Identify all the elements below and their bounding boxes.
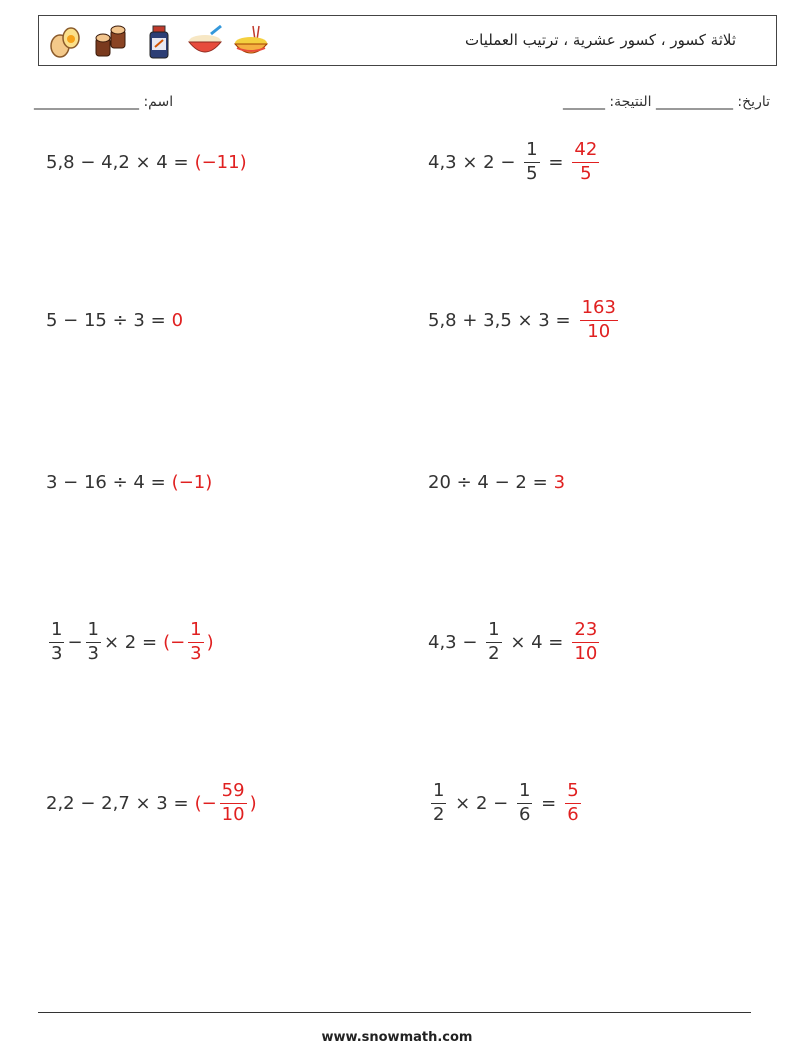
answer: (−1) bbox=[171, 471, 213, 493]
denominator: 5 bbox=[580, 162, 592, 184]
expression-text: = bbox=[542, 151, 564, 173]
numerator: 23 bbox=[572, 621, 599, 643]
problem-1 bbox=[46, 142, 247, 182]
noodle-bowl-icon bbox=[231, 24, 271, 60]
date-result-label: ______ :تاريخ: ___________ النتيجة bbox=[562, 94, 770, 110]
problem-10 bbox=[428, 779, 584, 825]
denominator: 3 bbox=[87, 642, 99, 664]
answer-suffix: ) bbox=[206, 631, 214, 653]
answer-fraction bbox=[188, 618, 203, 664]
problem-expression bbox=[428, 310, 571, 331]
denominator: 10 bbox=[587, 320, 611, 342]
numerator: 1 bbox=[517, 782, 532, 804]
numerator: 1 bbox=[86, 621, 101, 643]
answer bbox=[194, 779, 257, 825]
numerator: 1 bbox=[431, 782, 446, 804]
denominator: 6 bbox=[518, 803, 531, 825]
problem-4 bbox=[428, 296, 621, 342]
problem-expression bbox=[46, 310, 166, 331]
expression-text: × 2 = bbox=[104, 631, 158, 653]
answer-fraction bbox=[580, 296, 618, 342]
problem-2 bbox=[428, 138, 602, 184]
problem-expression bbox=[46, 618, 158, 664]
denominator: 2 bbox=[488, 642, 500, 664]
denominator: 10 bbox=[574, 642, 598, 664]
denominator: 5 bbox=[526, 162, 538, 184]
problem-8 bbox=[428, 618, 602, 664]
answer-fraction bbox=[572, 138, 599, 184]
problem-expression bbox=[46, 152, 189, 173]
expression-text: − bbox=[67, 631, 83, 653]
worksheet-title: ثلاثة كسور ، كسور عشرية ، ترتيب العمليات bbox=[465, 31, 736, 49]
eggs-icon bbox=[47, 24, 83, 60]
problem-9 bbox=[46, 779, 257, 825]
footer-website[interactable]: www.snowmath.com bbox=[321, 1030, 473, 1045]
expression-text: 4,3 − bbox=[428, 631, 484, 653]
expression-text: 5,8 + 3,5 × 3 = bbox=[428, 309, 571, 331]
numerator: 163 bbox=[580, 299, 618, 321]
problem-7 bbox=[46, 618, 214, 664]
answer-fraction bbox=[220, 779, 247, 825]
answer bbox=[562, 779, 583, 825]
answer: 3 bbox=[553, 471, 566, 493]
salad-bowl-icon bbox=[185, 24, 225, 60]
denominator: 6 bbox=[567, 803, 579, 825]
answer-fraction bbox=[565, 779, 580, 825]
denominator: 2 bbox=[433, 803, 445, 825]
expression-fraction bbox=[49, 618, 64, 664]
problem-expression bbox=[428, 138, 564, 184]
footer-divider bbox=[38, 1012, 751, 1013]
name-field-label: اسم: _______________ bbox=[34, 94, 174, 110]
numerator: 1 bbox=[49, 621, 64, 643]
problem-expression bbox=[428, 618, 564, 664]
answer-fraction bbox=[572, 618, 599, 664]
worksheet-header bbox=[38, 15, 777, 66]
numerator: 42 bbox=[572, 141, 599, 163]
expression-fraction bbox=[486, 618, 501, 664]
expression-text: 20 ÷ 4 − 2 = bbox=[428, 471, 548, 493]
numerator: 59 bbox=[220, 782, 247, 804]
expression-text: × 2 − bbox=[449, 792, 514, 814]
problem-3 bbox=[46, 300, 183, 340]
expression-text: 3 − 16 ÷ 4 = bbox=[46, 471, 166, 493]
expression-text: 5 − 15 ÷ 3 = bbox=[46, 309, 166, 331]
denominator: 3 bbox=[190, 642, 202, 664]
answer: (−11) bbox=[194, 151, 247, 173]
expression-fraction bbox=[86, 618, 101, 664]
numerator: 1 bbox=[188, 621, 203, 643]
numerator: 1 bbox=[486, 621, 501, 643]
expression-text: 2,2 − 2,7 × 3 = bbox=[46, 792, 189, 814]
problem-expression bbox=[428, 472, 548, 493]
answer bbox=[163, 618, 214, 664]
answer: 0 bbox=[171, 309, 184, 331]
jar-icon bbox=[141, 24, 177, 60]
answer-prefix: (− bbox=[163, 631, 186, 653]
expression-fraction bbox=[431, 779, 446, 825]
expression-fraction bbox=[517, 779, 532, 825]
numerator: 5 bbox=[565, 782, 580, 804]
denominator: 3 bbox=[51, 642, 63, 664]
answer-suffix: ) bbox=[249, 792, 257, 814]
denominator: 10 bbox=[221, 803, 245, 825]
answer bbox=[577, 296, 621, 342]
answer-prefix: (− bbox=[194, 792, 217, 814]
problem-expression bbox=[428, 779, 557, 825]
problem-6 bbox=[428, 462, 565, 502]
problem-expression bbox=[46, 793, 189, 814]
expression-text: 5,8 − 4,2 × 4 = bbox=[46, 151, 189, 173]
problem-expression bbox=[46, 472, 166, 493]
expression-text: × 4 = bbox=[504, 631, 564, 653]
problem-5 bbox=[46, 462, 212, 502]
expression-fraction bbox=[524, 138, 539, 184]
answer bbox=[569, 618, 602, 664]
logs-icon bbox=[93, 24, 129, 60]
expression-text: = bbox=[535, 792, 557, 814]
numerator: 1 bbox=[524, 141, 539, 163]
answer bbox=[569, 138, 602, 184]
expression-text: 4,3 × 2 − bbox=[428, 151, 522, 173]
